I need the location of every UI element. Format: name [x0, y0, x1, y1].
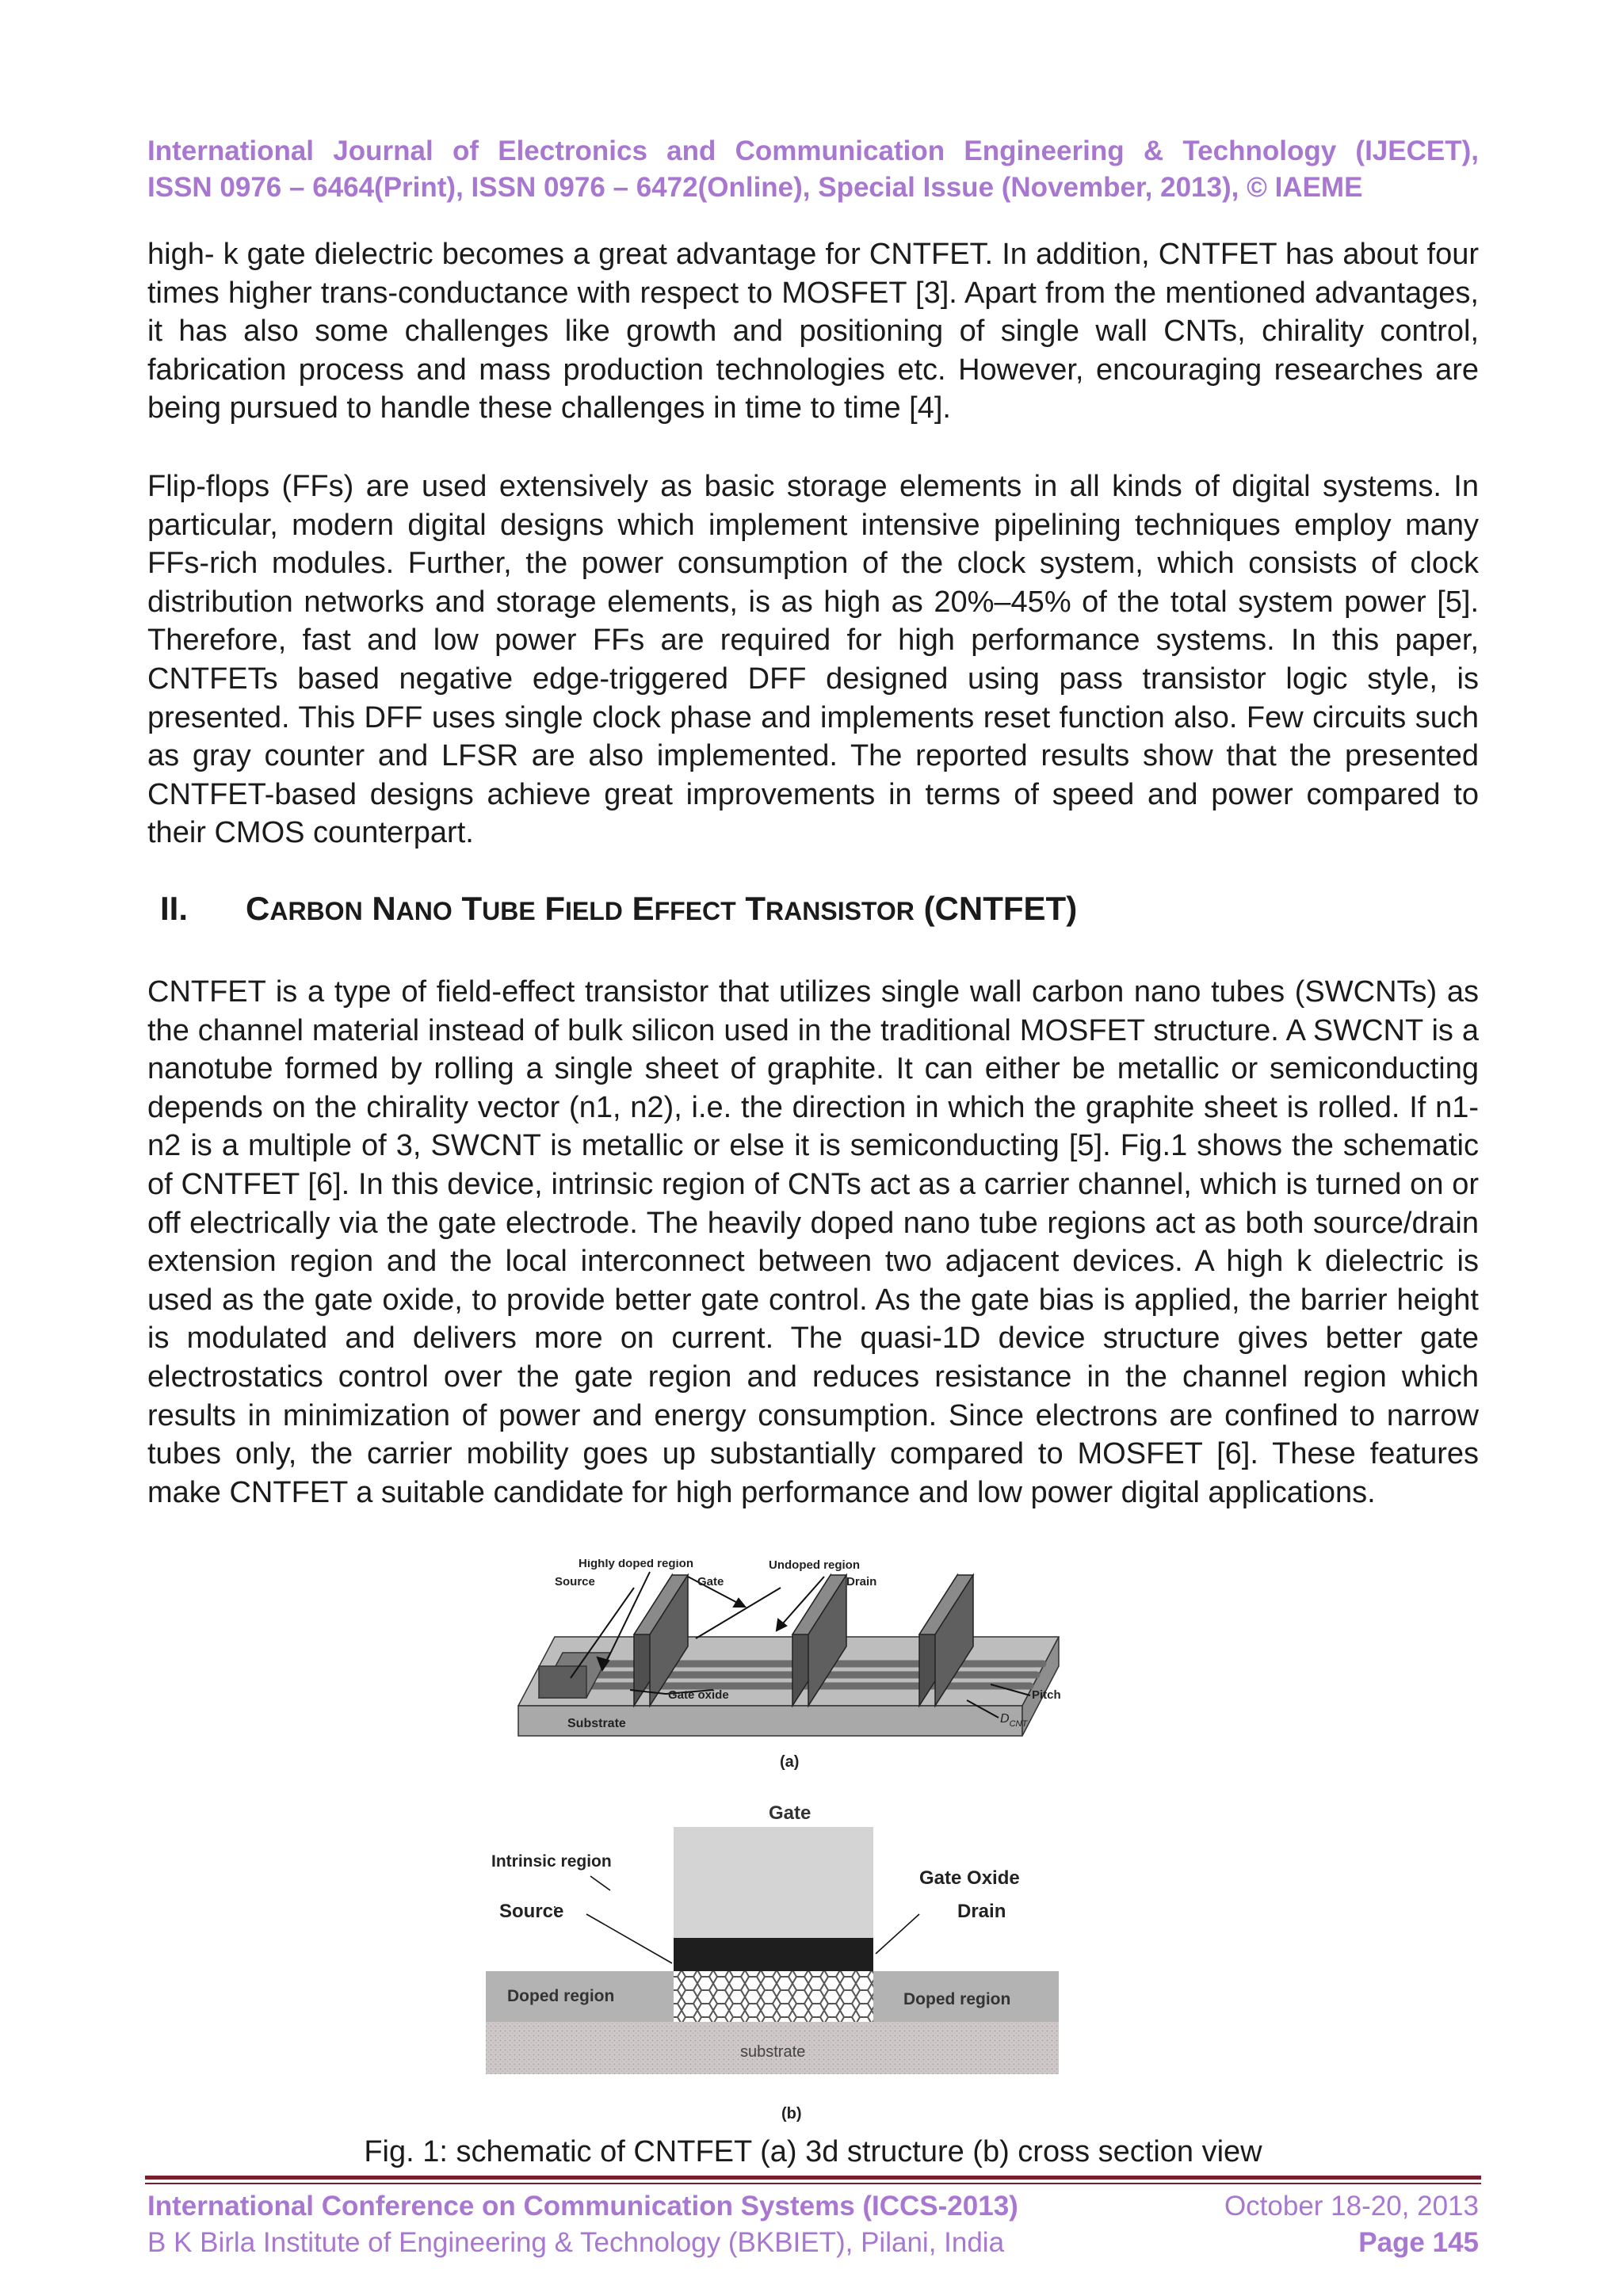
paragraph-3: CNTFET is a type of field-effect transistor that utilizes single wall carbon nano tubes (SWCNTs) as the channel material instead of bulk silicon used in the traditional MOSFET structure. A SWCNT is a nanotube formed by rolling a single sheet of graphite. It can either be metallic or semiconducting depends on the chirality vector (n1, n2), i.e. the direction in which the graphite sheet is rolled. If n1-n2 is a multiple of 3, SWCNT is metallic or else it is semiconducting [5]. Fig.1 shows the schematic of CNTFET [6]. In this device, intrinsic region of CNTs act as a carrier channel, which is turned on or off electrically via the gate electrode. The heavily doped nano tube regions act as both source/drain extension region and the local interconnect between two adjacent devices. A high k dielectric is used as the gate oxide, to provide better gate control. As the gate bias is applied, the barrier height is modulated and delivers more on current. The quasi-1D device structure gives better gate electrostatics control over the gate region and reduces resistance in the channel region which results in minimization of power and energy consumption. Since electrons are confined to narrow tubes only, the carrier mobility goes up substantially compared to MOSFET [6]. These features make CNTFET a suitable candidate for high performance and low power digital applications. [147, 975, 1479, 1509]
label-pitch: Pitch [1032, 1688, 1061, 1702]
figure-b-cross-section [486, 1802, 1059, 2122]
label-highly-doped: Highly doped region [579, 1559, 693, 1570]
label-substrate-a: Substrate [567, 1717, 626, 1730]
label-gate-b: Gate [769, 1802, 812, 1824]
label-intrinsic: Intrinsic region [491, 1852, 612, 1871]
journal-header [147, 133, 1479, 206]
figure-a-3d-structure [518, 1559, 1061, 1771]
label-gate-a: Gate [697, 1575, 724, 1589]
footer-date: October 18-20, 2013 [1224, 2191, 1479, 2222]
page-number: Page 145 [1358, 2227, 1479, 2258]
label-doped-right: Doped region [903, 1990, 1011, 2008]
label-substrate-b: substrate [740, 2043, 806, 2061]
footer-conference: International Conference on Communication Systems (ICCS-2013) [147, 2191, 1018, 2222]
label-doped-left: Doped region [507, 1987, 615, 2005]
label-dcnt: $D_{CNT}$ [1000, 1712, 1028, 1729]
label-gate-oxide-b: Gate Oxide [919, 1867, 1020, 1889]
figure-caption: Fig. 1: schematic of CNTFET (a) 3d structure (b) cross section view [364, 2135, 1262, 2168]
label-drain-b: Drain [957, 1901, 1006, 1922]
footer-institute: B K Birla Institute of Engineering & Technology (BKBIET), Pilani, India [147, 2227, 1005, 2258]
footer-left [147, 2188, 1018, 2261]
label-a-tag: (a) [780, 1753, 800, 1771]
label-undoped: Undoped region [769, 1559, 860, 1572]
paragraph-2: Flip-flops (FFs) are used extensively as basic storage elements in all kinds of digital systems. In particular, modern digital designs which implement intensive pipelining techniques employ many FFs-rich modules. Further, the power consumption of the clock system, which consists of clock distribution networks and storage elements, is as high as 20%–45% of the total system power [5]. Therefore, fast and low power FFs are required for high performance systems. In this paper, CNTFETs based negative edge-triggered DFF designed using pass transistor logic style, is presented. This DFF uses single clock phase and implements reset function also. Few circuits such as gray counter and LFSR are also implemented. The reported results show that the presented CNTFET-based designs achieve great improvements in terms of speed and power compared to their CMOS counterpart. [147, 470, 1479, 850]
section-title: CARBON NANO TUBE FIELD EFFECT TRANSISTOR (CNTFET) [246, 890, 1078, 927]
gate-region [674, 1827, 873, 1938]
journal-header-line-2: ISSN 0976 – 6464(Print), ISSN 0976 – 6472(Online), Special Issue (November, 2013), © IAEME [147, 172, 1363, 203]
label-source-b: Source [499, 1901, 564, 1922]
source-block [539, 1666, 586, 1698]
footer-rule-thick [145, 2176, 1481, 2180]
footer-rule-thin [145, 2183, 1481, 2184]
footer-right [1224, 2188, 1479, 2261]
label-drain-a: Drain [846, 1575, 877, 1589]
section-number: II. [160, 890, 189, 927]
label-b-tag: (b) [781, 2105, 802, 2122]
paragraph-1: high- k gate dielectric becomes a great advantage for CNTFET. In addition, CNTFET has about four times higher trans-conductance with respect to MOSFET [3]. Apart from the mentioned advantages, it has also some challenges like growth and positioning of single wall CNTs, chirality control, fabrication process and mass production technologies etc. However, encouraging researches are being pursued to handle these challenges in time to time [4]. [147, 238, 1479, 425]
gate-oxide-layer [674, 1938, 873, 1971]
cntfet-figure [475, 1559, 1157, 2130]
label-gate-oxide-a: Gate oxide [668, 1688, 729, 1702]
journal-header-line-1: International Journal of Electronics and Communication Engineering & Technology (IJECET), [147, 135, 1479, 166]
section-heading [160, 890, 1077, 928]
label-source-a: Source [555, 1575, 595, 1589]
